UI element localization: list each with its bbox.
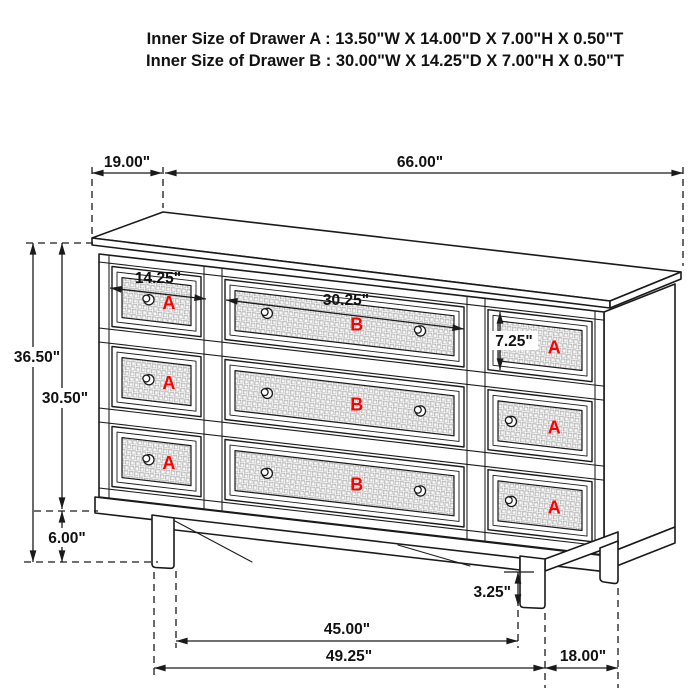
front-right-leg <box>520 556 545 608</box>
drawer-label: A <box>162 453 176 473</box>
drawer-a-r3c3 <box>488 470 592 542</box>
drawer-label: A <box>162 293 176 313</box>
spec-line-drawer-b: Inner Size of Drawer B : 30.00"W X 14.25"D X 7.00"H X 0.50"T <box>146 52 624 70</box>
drawer-knob-highlight <box>414 406 421 413</box>
svg-text:66.00": 66.00" <box>396 154 444 171</box>
drawer-knob-highlight <box>414 486 421 493</box>
svg-text:36.50": 36.50" <box>13 349 61 366</box>
drawer-knob-highlight <box>414 326 421 333</box>
drawer-a-r2c1 <box>112 347 201 417</box>
dresser-side-panel <box>604 284 675 571</box>
svg-text:7.25": 7.25" <box>495 333 533 350</box>
svg-text:6.00": 6.00" <box>48 530 86 547</box>
drawer-knob-highlight <box>261 389 268 396</box>
svg-text:49.25": 49.25" <box>325 648 373 665</box>
dimension-base-depth <box>545 588 618 688</box>
drawer-knob-highlight <box>143 295 150 302</box>
drawer-label: B <box>350 474 364 495</box>
drawer-a-r2c3 <box>488 390 592 462</box>
drawer-knob-highlight <box>143 375 150 382</box>
drawer-label: B <box>350 394 364 415</box>
drawer-label: A <box>547 497 561 518</box>
svg-text:3.25": 3.25" <box>473 584 511 601</box>
drawer-knob-highlight <box>261 469 268 476</box>
dimension-body-height <box>34 243 98 511</box>
drawer-label: B <box>350 314 364 335</box>
back-right-foot <box>600 541 618 583</box>
drawer-label: A <box>162 373 176 393</box>
drawer-label: A <box>547 337 561 358</box>
drawer-knob-highlight <box>261 309 268 316</box>
drawer-knob-highlight <box>505 497 512 504</box>
drawer-knob-highlight <box>505 417 512 424</box>
svg-text:19.00": 19.00" <box>103 154 151 171</box>
svg-text:14.25": 14.25" <box>134 270 182 287</box>
drawer-knob-highlight <box>143 455 150 462</box>
svg-text:30.50": 30.50" <box>41 390 89 407</box>
drawer-a-r3c1 <box>112 427 201 497</box>
drawer-label: A <box>547 417 561 438</box>
svg-text:18.00": 18.00" <box>559 648 607 665</box>
dimension-inner-leg-span <box>176 571 518 648</box>
svg-text:45.00": 45.00" <box>323 621 371 638</box>
front-left-leg <box>152 515 174 568</box>
dimension-leg-height <box>44 511 90 562</box>
svg-text:30.25": 30.25" <box>322 292 370 309</box>
spec-line-drawer-a: Inner Size of Drawer A : 13.50"W X 14.00"D X 7.00"H X 0.50"T <box>146 30 624 48</box>
